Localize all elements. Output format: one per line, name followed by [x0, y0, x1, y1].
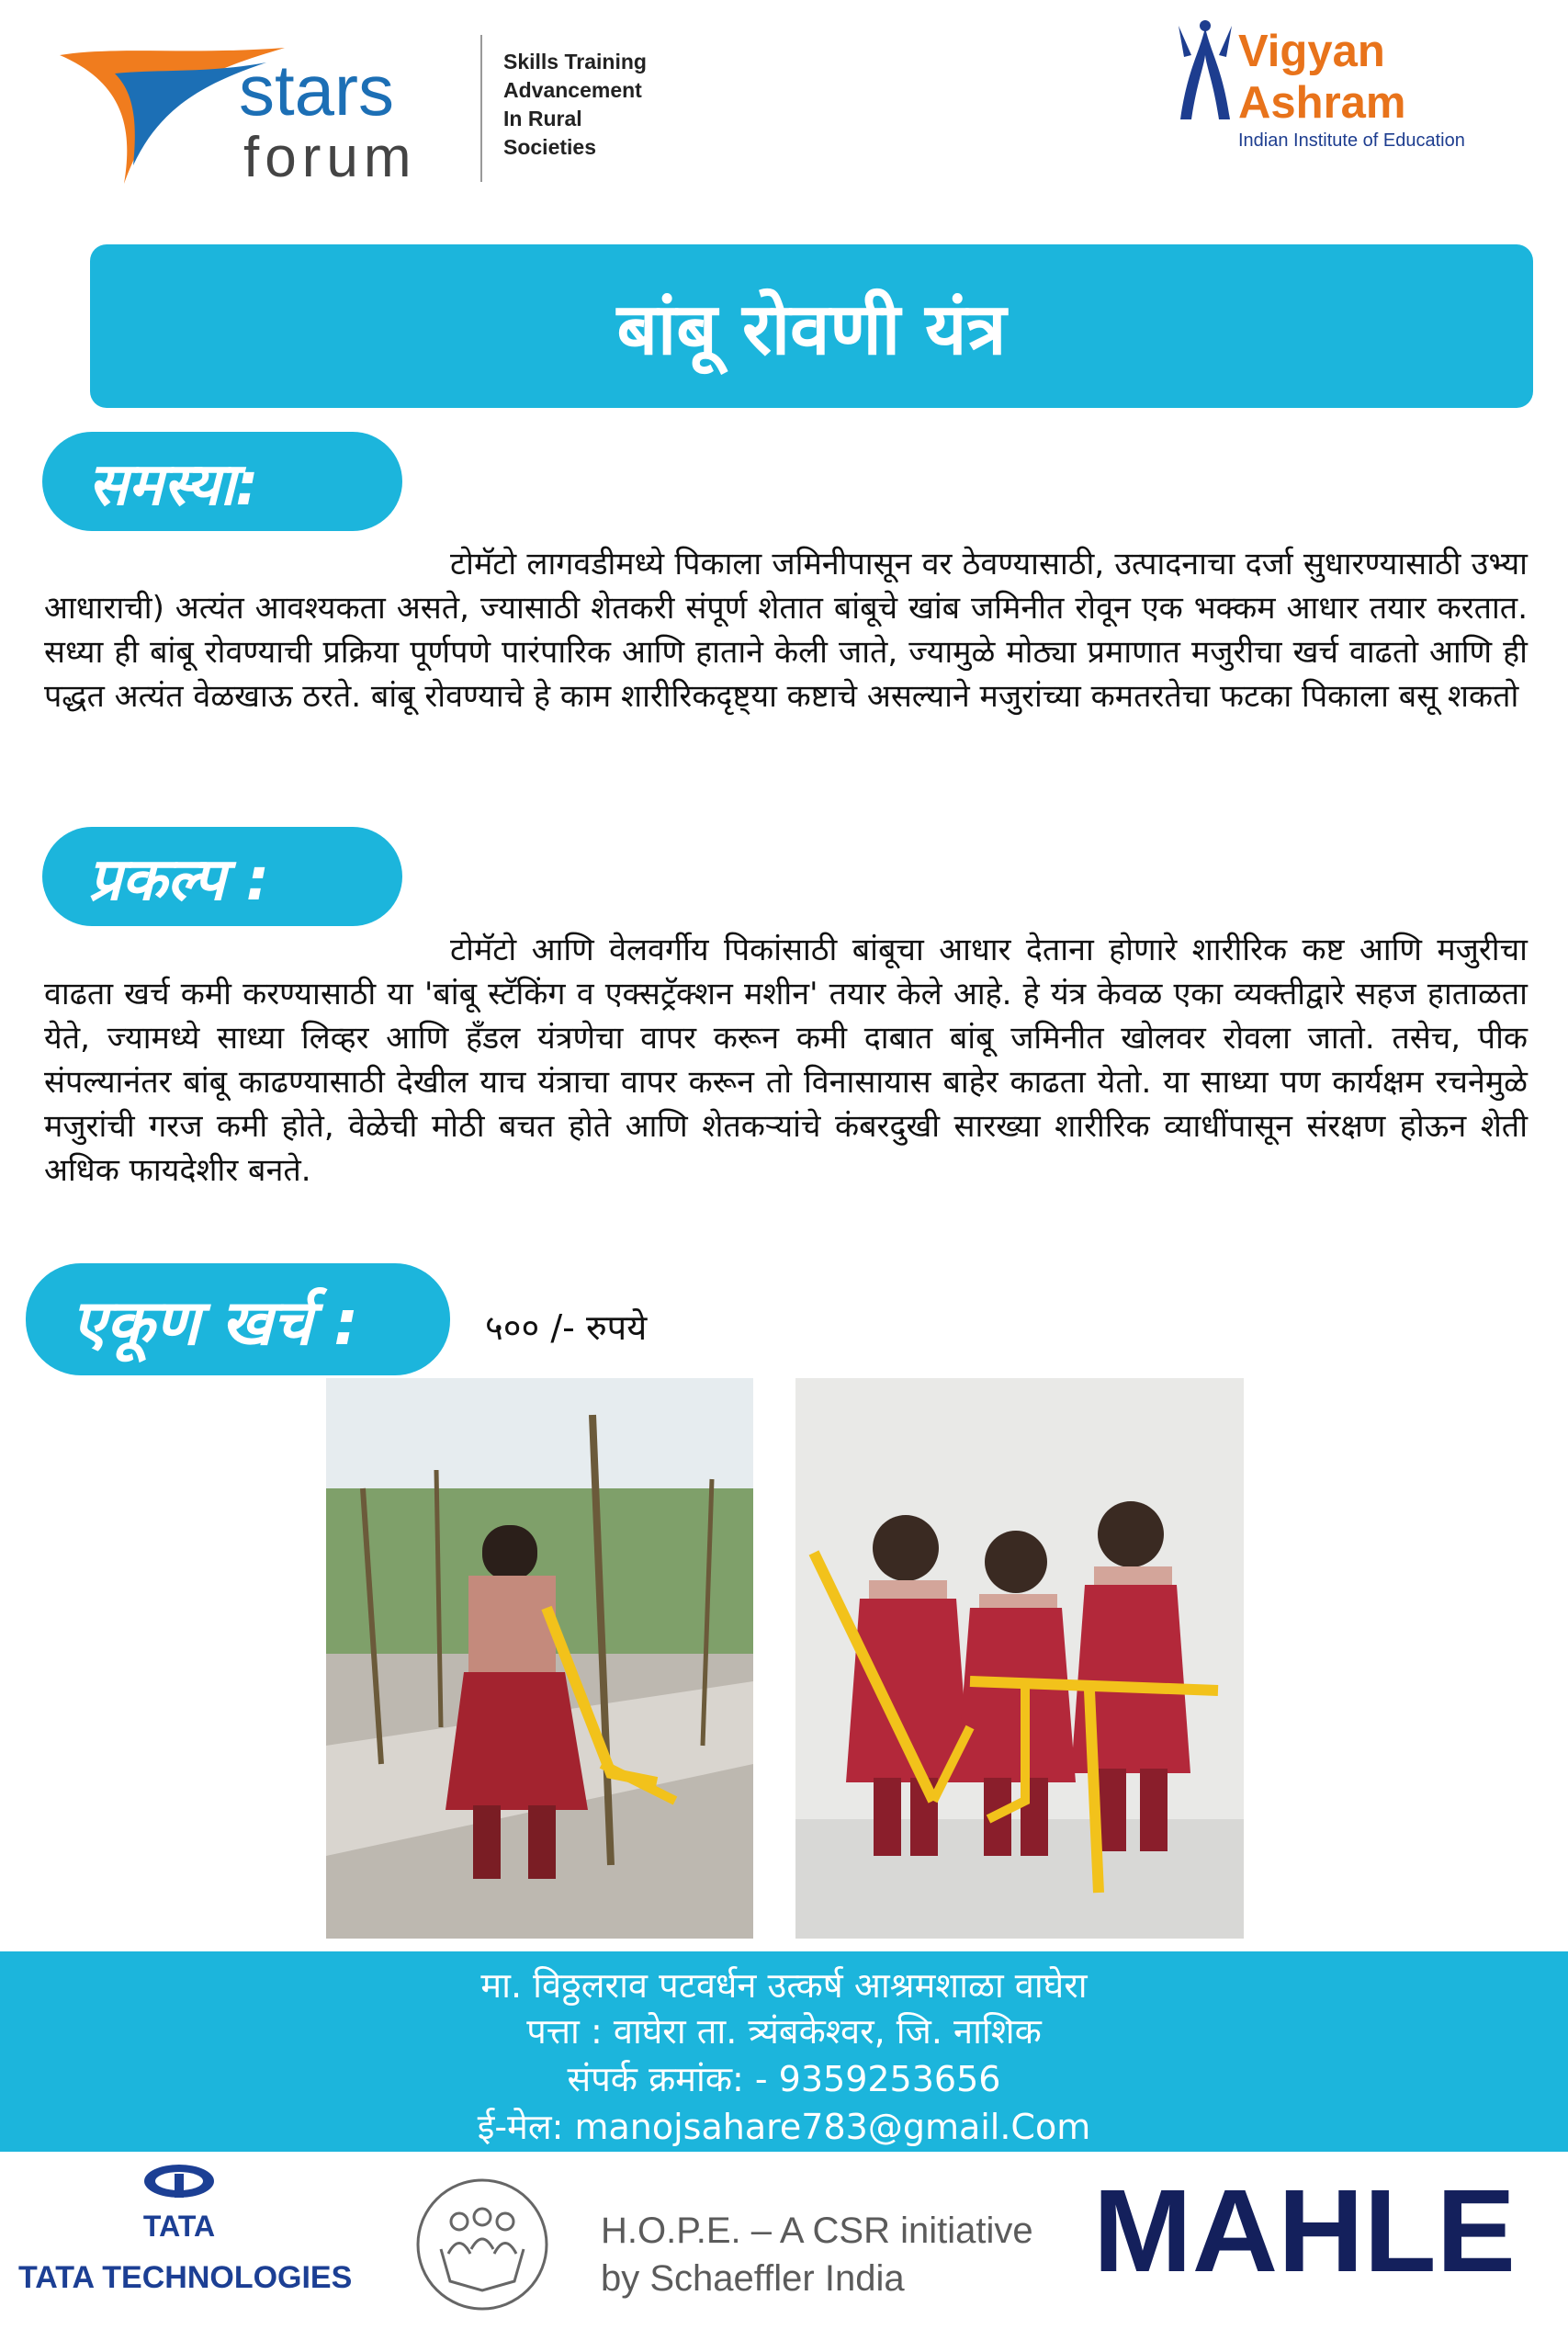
contact-number: संपर्क क्रमांक: - 9359253656: [567, 2059, 1001, 2099]
title-banner: [90, 244, 1533, 408]
tata-technologies-label: TATA TECHNOLOGIES: [18, 2260, 353, 2295]
header-divider: [480, 35, 482, 182]
vigyan-ashram-emblem: [1171, 18, 1240, 129]
svg-text:MAHLE: MAHLE: [1093, 2179, 1516, 2280]
mahle-logo: [1093, 2179, 1516, 2280]
cost-heading: एकूण खर्च :: [26, 1263, 450, 1375]
svg-text:TATA: TATA: [142, 2210, 216, 2243]
contact-email: ई-मेल: manojsahare783@gmail.Com: [477, 2107, 1091, 2147]
stars-tagline: Skills Training Advancement In Rural Societies: [503, 50, 647, 159]
page-title: बांबू रोवणी यंत्र: [616, 288, 1007, 371]
tata-logo: [110, 2161, 248, 2244]
vigyan-ashram-subtitle: Indian Institute of Education: [1238, 130, 1465, 151]
project-text: टोमॅटो आणि वेलवर्गीय पिकांसाठी बांबूचा आधार देताना होणारे शारीरिक कष्ट आणि मजुरीचा वाढता खर्च कमी करण्यासाठी या 'बांबू स्टॅकिंग व एक्सट्रॅक्शन मशीन' तयार केले आहे. हे यंत्र केवळ एका व्यक्तीद्वारे सहज हाताळता येते, ज्यामध्ये साध्या लिव्हर आणि हँडल यंत्रणेचा वापर करून कमी दाबात बांबू जमिनीत खोलवर रोवला जातो. तसेच, पीक संपल्यानंतर बांबू काढण्यासाठी देखील याच यंत्राचा वापर करून तो विनासायास बाहेर काढता येतो. या साध्या पण कार्यक्षम रचनेमुळे मजुरांची गरज कमी होते, वेळेची मोठी बचत होते आणि शेतकऱ्यांचे कंबरदुखी सारख्या शारीरिक व्याधींपासून संरक्षण होऊन शेती अधिक फायदेशीर बनते.: [44, 932, 1528, 1189]
svg-text:stars: stars: [239, 50, 395, 130]
project-heading: प्रकल्प :: [42, 827, 402, 926]
school-address: पत्ता : वाघेरा ता. त्र्यंबकेश्वर, जि. नाशिक: [526, 2011, 1042, 2052]
problem-text: टोमॅटो लागवडीमध्ये पिकाला जमिनीपासून वर ठेवण्यासाठी, उत्पादनाचा दर्जा सुधारण्यासाठी उभ्या आधाराची) अत्यंत आवश्यकता असते, ज्यासाठी शेतकरी संपूर्ण शेतात बांबूचे खांब जमिनीत रोवून एक भक्कम आधार तयार करतात. सध्या ही बांबू रोवण्याची प्रक्रिया पूर्णपणे पारंपारिक आणि हाताने केली जाते, ज्यामुळे मोठ्या प्रमाणात मजुरीचा खर्च वाढतो आणि ही पद्धत अत्यंत वेळखाऊ ठरते. बांबू रोवण्याचे हे काम शारीरिकदृष्ट्या कष्टाचे असल्याने मजुरांच्या कमतरतेचा फटका पिकाला बसू शकतो: [44, 546, 1528, 715]
cost-value: ५०० /- रुपये: [485, 1307, 648, 1348]
hope-csr-text: H.O.P.E. – A CSR initiative by Schaeffler India: [601, 2211, 1033, 2299]
school-name: मा. विठ्ठलराव पटवर्धन उत्कर्ष आश्रमशाळा वाघेरा: [480, 1965, 1088, 2006]
contact-info-band: [0, 1951, 1568, 2152]
stars-forum-logo: [51, 18, 482, 188]
field-demo-photo: [326, 1378, 753, 1939]
problem-heading: समस्या:: [42, 432, 402, 531]
students-with-machine-photo: [795, 1378, 1244, 1939]
vigyan-ashram-name: Vigyan Ashram: [1238, 27, 1406, 128]
hope-hands-icon: [413, 2176, 551, 2313]
svg-text:forum: forum: [243, 126, 417, 188]
